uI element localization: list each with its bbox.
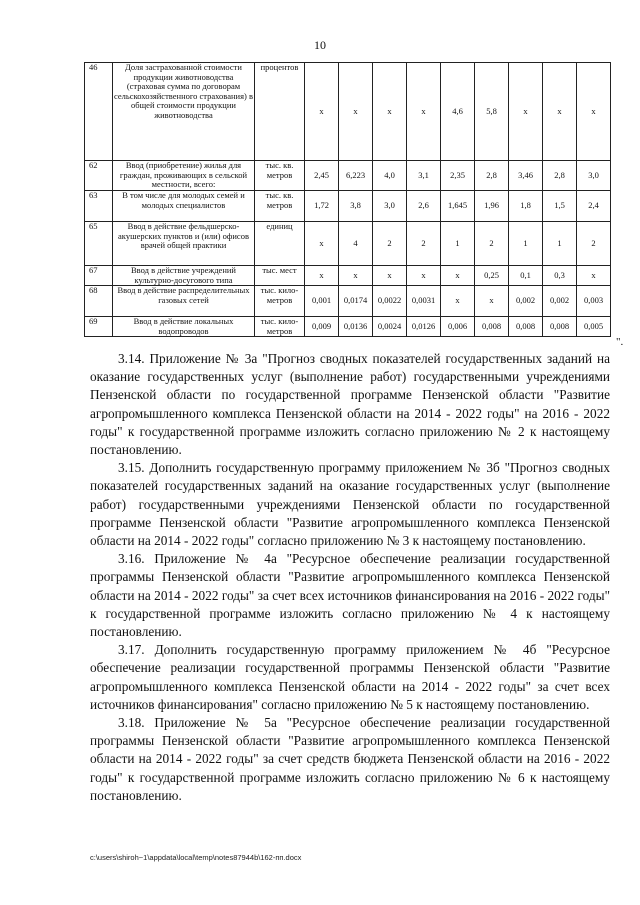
row-number: 63 — [85, 191, 113, 222]
year-value: 0,008 — [475, 317, 509, 337]
year-value: 0,0024 — [373, 317, 407, 337]
row-number: 46 — [85, 63, 113, 161]
year-value: 0,002 — [543, 286, 577, 317]
closing-quote: ". — [616, 336, 624, 348]
year-value: 4,0 — [373, 161, 407, 191]
year-value: х — [305, 266, 339, 286]
year-value: х — [577, 266, 611, 286]
paragraph-3-18: 3.18. Приложение № 5а "Ресурсное обеспечение реализации государственной программы Пензенской области "Развитие агропромышленного комплекса Пензенской области на 2014 - 2022 годы" за счет средств бюджета Пензенской области на 2016 - 2022 годы" к государственной программе изложить согласно приложению № 6 к настоящему постановлению. — [90, 715, 610, 803]
year-value: 2,8 — [475, 161, 509, 191]
year-value: х — [407, 63, 441, 161]
year-value: 0,0136 — [339, 317, 373, 337]
year-value: 2,45 — [305, 161, 339, 191]
year-value: 2 — [407, 222, 441, 266]
year-value: 0,3 — [543, 266, 577, 286]
year-value: х — [577, 63, 611, 161]
year-value: х — [441, 286, 475, 317]
year-value: 3,8 — [339, 191, 373, 222]
year-value: 2 — [373, 222, 407, 266]
indicator-name: Доля застрахованной стоимости продукции животноводства (страховая сумма по договорам сельскохозяйственного страхования) в общей стоимости продукции животноводства — [113, 63, 255, 161]
year-value: 0,008 — [543, 317, 577, 337]
year-value: х — [407, 266, 441, 286]
year-value: 0,002 — [509, 286, 543, 317]
indicator-name: Ввод в действие учреждений культурно-досугового типа — [113, 266, 255, 286]
year-value: х — [339, 63, 373, 161]
unit: тыс. кв. метров — [255, 191, 305, 222]
year-value: 1 — [509, 222, 543, 266]
year-value: 3,1 — [407, 161, 441, 191]
year-value: 0,0022 — [373, 286, 407, 317]
indicator-name: Ввод в действие распределительных газовых сетей — [113, 286, 255, 317]
table-row — [85, 191, 611, 222]
year-value: х — [509, 63, 543, 161]
unit: единиц — [255, 222, 305, 266]
indicator-name: Ввод в действие фельдшерско-акушерских пунктов и (или) офисов врачей общей практики — [113, 222, 255, 266]
year-value: х — [305, 222, 339, 266]
year-value: 0,0174 — [339, 286, 373, 317]
year-value: х — [441, 266, 475, 286]
unit: процентов — [255, 63, 305, 161]
year-value: х — [305, 63, 339, 161]
year-value: 1,5 — [543, 191, 577, 222]
unit: тыс. кв. метров — [255, 161, 305, 191]
year-value: 0,008 — [509, 317, 543, 337]
table-row — [85, 266, 611, 286]
unit: тыс. мест — [255, 266, 305, 286]
year-value: 0,009 — [305, 317, 339, 337]
indicators-table — [84, 62, 611, 337]
year-value: 2,8 — [543, 161, 577, 191]
year-value: 0,1 — [509, 266, 543, 286]
body-text — [90, 350, 610, 805]
page-number: 10 — [314, 38, 326, 52]
year-value: 1,645 — [441, 191, 475, 222]
year-value: 0,0126 — [407, 317, 441, 337]
year-value: 0,003 — [577, 286, 611, 317]
year-value: х — [543, 63, 577, 161]
year-value: 2,6 — [407, 191, 441, 222]
year-value: 4 — [339, 222, 373, 266]
year-value: 3,46 — [509, 161, 543, 191]
year-value: 1 — [543, 222, 577, 266]
file-path-footer: c:\users\shiroh~1\appdata\local\temp\notes87944b\162-пп.docx — [90, 853, 302, 862]
year-value: 3,0 — [577, 161, 611, 191]
year-value: 2 — [475, 222, 509, 266]
indicator-name: Ввод в действие локальных водопроводов — [113, 317, 255, 337]
year-value: х — [373, 266, 407, 286]
year-value: 2 — [577, 222, 611, 266]
year-value: 6,223 — [339, 161, 373, 191]
indicator-name: Ввод (приобретение) жилья для граждан, проживающих в сельской местности, всего: — [113, 161, 255, 191]
year-value: х — [475, 286, 509, 317]
paragraph-3-14: 3.14. Приложение № 3а "Прогноз сводных показателей государственных заданий на оказание государственных услуг (выполнение работ) государственными учреждениями Пензенской области по государственной программе Пензенской области "Развитие агропромышленного комплекса Пензенской области на 2014 - 2022 годы" на 2016 - 2022 годы" к государственной программе изложить согласно приложению № 2 к настоящему постановлению. — [90, 351, 610, 458]
year-value: 2,4 — [577, 191, 611, 222]
year-value: 3,0 — [373, 191, 407, 222]
table-row — [85, 286, 611, 317]
year-value: 0,25 — [475, 266, 509, 286]
year-value: 1,96 — [475, 191, 509, 222]
unit: тыс. кило-метров — [255, 317, 305, 337]
year-value: 0,005 — [577, 317, 611, 337]
paragraph-3-15: 3.15. Дополнить государственную программу приложением № 3б "Прогноз сводных показателей государственных заданий на оказание государственных услуг (выполнение работ) государственными учреждениями Пензенской области по государственной программе Пензенской области "Развитие агропромышленного комплекса Пензенской области на 2014 - 2022 годы" согласно приложению № 3 к настоящему постановлению. — [90, 460, 610, 549]
table-row — [85, 222, 611, 266]
year-value: 5,8 — [475, 63, 509, 161]
year-value: х — [339, 266, 373, 286]
row-number: 69 — [85, 317, 113, 337]
year-value: 4,6 — [441, 63, 475, 161]
indicator-name: В том числе для молодых семей и молодых специалистов — [113, 191, 255, 222]
paragraph-3-17: 3.17. Дополнить государственную программу приложением № 4б "Ресурсное обеспечение реализации государственной программы Пензенской области "Развитие агропромышленного комплекса Пензенской области на 2014 - 2022 годы" за счет всех источников финансирования" согласно приложению № 5 к настоящему постановлению. — [90, 642, 610, 712]
row-number: 65 — [85, 222, 113, 266]
row-number: 67 — [85, 266, 113, 286]
year-value: 1 — [441, 222, 475, 266]
table-row — [85, 317, 611, 337]
row-number: 62 — [85, 161, 113, 191]
table-row — [85, 63, 611, 161]
table-row — [85, 161, 611, 191]
year-value: 1,8 — [509, 191, 543, 222]
year-value: 2,35 — [441, 161, 475, 191]
year-value: 0,006 — [441, 317, 475, 337]
year-value: 0,001 — [305, 286, 339, 317]
unit: тыс. кило-метров — [255, 286, 305, 317]
row-number: 68 — [85, 286, 113, 317]
paragraph-3-16: 3.16. Приложение № 4а "Ресурсное обеспечение реализации государственной программы Пензенской области "Развитие агропромышленного комплекса Пензенской области на 2014 - 2022 годы" за счет всех источников финансирования на 2016 - 2022 годы" к государственной программе изложить согласно приложению № 4 к настоящему постановлению. — [90, 551, 610, 640]
year-value: 0,0031 — [407, 286, 441, 317]
year-value: 1,72 — [305, 191, 339, 222]
year-value: х — [373, 63, 407, 161]
